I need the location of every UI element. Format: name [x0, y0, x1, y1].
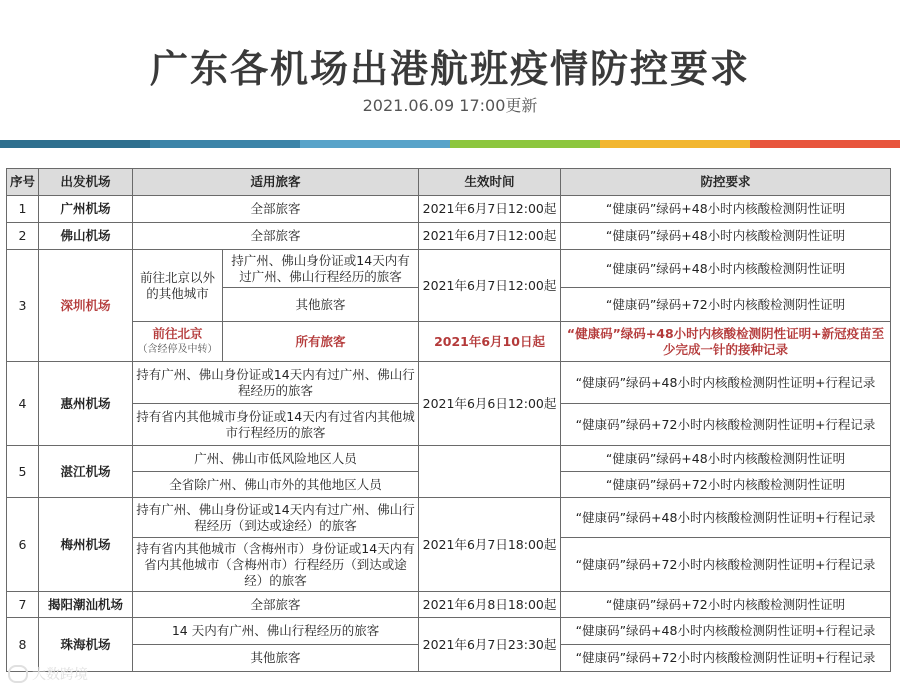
requirement: “健康码”绿码+72小时内核酸检测阴性证明 [561, 472, 891, 498]
effective-time [419, 446, 561, 498]
destination-label: 前往北京 [152, 325, 203, 341]
effective-time: 2021年6月8日18:00起 [419, 592, 561, 618]
table-row [7, 498, 891, 538]
stripe-segment [600, 140, 750, 148]
update-time: 2021.06.09 17:00更新 [362, 96, 538, 115]
col-header-requirement: 防控要求 [561, 169, 891, 196]
table-row [7, 362, 891, 404]
requirement: “健康码”绿码+72小时内核酸检测阴性证明+行程记录 [561, 404, 891, 446]
travelers: 持广州、佛山身份证或14天内有过广州、佛山行程经历的旅客 [223, 250, 419, 288]
row-no: 8 [7, 618, 39, 672]
airport-name: 广州机场 [39, 196, 133, 223]
requirement: “健康码”绿码+48小时内核酸检测阴性证明+行程记录 [561, 498, 891, 538]
airport-name: 惠州机场 [39, 362, 133, 446]
airport-name: 佛山机场 [39, 223, 133, 250]
airport-name: 揭阳潮汕机场 [39, 592, 133, 618]
row-no: 2 [7, 223, 39, 250]
col-header-travelers: 适用旅客 [133, 169, 419, 196]
travelers: 全部旅客 [133, 196, 419, 223]
requirement: “健康码”绿码+72小时内核酸检测阴性证明 [561, 592, 891, 618]
col-header-time: 生效时间 [419, 169, 561, 196]
destination: 前往北京以外的其他城市 [133, 250, 223, 322]
destination-note: （含经停及中转） [137, 343, 218, 355]
effective-time: 2021年6月7日23:30起 [419, 618, 561, 672]
row-no: 7 [7, 592, 39, 618]
airport-name: 珠海机场 [39, 618, 133, 672]
travelers: 持有省内其他城市身份证或14天内有过省内其他城市行程经历的旅客 [133, 404, 419, 446]
row-no: 1 [7, 196, 39, 223]
table-row [7, 618, 891, 645]
page-title: 广东各机场出港航班疫情防控要求 [149, 47, 750, 91]
row-no: 3 [7, 250, 39, 362]
col-header-no: 序号 [7, 169, 39, 196]
col-header-airport: 出发机场 [39, 169, 133, 196]
travelers: 其他旅客 [133, 645, 419, 672]
table-row [7, 322, 891, 362]
table-row [7, 223, 891, 250]
effective-time: 2021年6月10日起 [419, 322, 561, 362]
travelers: 全省除广州、佛山市外的其他地区人员 [133, 472, 419, 498]
effective-time: 2021年6月7日12:00起 [419, 196, 561, 223]
requirement: “健康码”绿码+48小时内核酸检测阴性证明 [561, 250, 891, 288]
travelers: 其他旅客 [223, 288, 419, 322]
travelers: 持有广州、佛山身份证或14天内有过广州、佛山行程经历的旅客 [133, 362, 419, 404]
row-no: 4 [7, 362, 39, 446]
table-row [7, 446, 891, 472]
effective-time: 2021年6月7日12:00起 [419, 250, 561, 322]
requirements-table [6, 168, 891, 672]
travelers: 14 天内有广州、佛山行程经历的旅客 [133, 618, 419, 645]
requirement: “健康码”绿码+48小时内核酸检测阴性证明+新冠疫苗至少完成一针的接种记录 [561, 322, 891, 362]
airport-name: 梅州机场 [39, 498, 133, 592]
requirement: “健康码”绿码+48小时内核酸检测阴性证明 [561, 196, 891, 223]
travelers: 全部旅客 [133, 223, 419, 250]
airport-name: 深圳机场 [39, 250, 133, 362]
requirement: “健康码”绿码+72小时内核酸检测阴性证明 [561, 288, 891, 322]
requirement: “健康码”绿码+48小时内核酸检测阴性证明+行程记录 [561, 618, 891, 645]
table-row [7, 250, 891, 288]
destination [133, 322, 223, 362]
requirement: “健康码”绿码+72小时内核酸检测阴性证明+行程记录 [561, 645, 891, 672]
travelers: 全部旅客 [133, 592, 419, 618]
effective-time: 2021年6月6日12:00起 [419, 362, 561, 446]
stripe-segment [300, 140, 450, 148]
effective-time: 2021年6月7日18:00起 [419, 498, 561, 592]
requirement: “健康码”绿码+48小时内核酸检测阴性证明 [561, 446, 891, 472]
watermark-logo-icon [8, 665, 28, 683]
watermark [8, 664, 88, 684]
stripe-segment [450, 140, 600, 148]
stripe-segment [0, 140, 150, 148]
row-no: 5 [7, 446, 39, 498]
travelers: 持有省内其他城市（含梅州市）身份证或14天内有省内其他城市（含梅州市）行程经历（到达或途经）的旅客 [133, 538, 419, 592]
requirement: “健康码”绿码+72小时内核酸检测阴性证明+行程记录 [561, 538, 891, 592]
stripe-segment [750, 140, 900, 148]
travelers: 所有旅客 [223, 322, 419, 362]
watermark-text: 大数跨境 [32, 667, 88, 683]
airport-name: 湛江机场 [39, 446, 133, 498]
table-row [7, 196, 891, 223]
effective-time: 2021年6月7日12:00起 [419, 223, 561, 250]
row-no: 6 [7, 498, 39, 592]
requirement: “健康码”绿码+48小时内核酸检测阴性证明+行程记录 [561, 362, 891, 404]
header-row [7, 169, 891, 196]
travelers: 持有广州、佛山身份证或14天内有过广州、佛山行程经历（到达或途经）的旅客 [133, 498, 419, 538]
table-row [7, 592, 891, 618]
color-stripe [0, 140, 900, 148]
requirement: “健康码”绿码+48小时内核酸检测阴性证明 [561, 223, 891, 250]
travelers: 广州、佛山市低风险地区人员 [133, 446, 419, 472]
stripe-segment [150, 140, 300, 148]
